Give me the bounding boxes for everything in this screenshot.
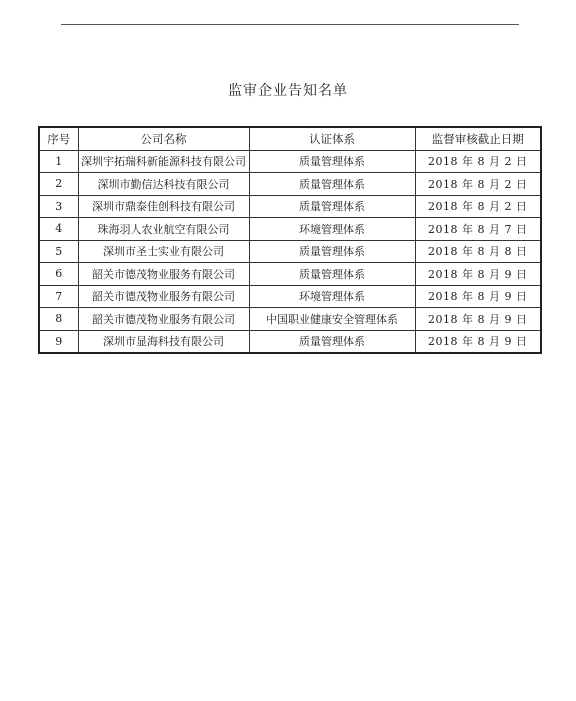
table-row xyxy=(39,263,541,286)
cell-audit-deadline: 2018 年 8 月 9 日 xyxy=(415,263,541,286)
table-row xyxy=(39,308,541,331)
cell-serial-number: 7 xyxy=(39,285,78,308)
cell-company-name: 深圳市鼎泰佳创科技有限公司 xyxy=(78,195,249,218)
cell-company-name: 珠海羽人农业航空有限公司 xyxy=(78,218,249,241)
cell-audit-deadline: 2018 年 8 月 2 日 xyxy=(415,195,541,218)
cell-audit-deadline: 2018 年 8 月 2 日 xyxy=(415,173,541,196)
cell-certification-system: 质量管理体系 xyxy=(249,330,415,353)
cell-serial-number: 2 xyxy=(39,173,78,196)
cell-audit-deadline: 2018 年 8 月 7 日 xyxy=(415,218,541,241)
cell-serial-number: 9 xyxy=(39,330,78,353)
table-row xyxy=(39,285,541,308)
table-row xyxy=(39,150,541,173)
cell-company-name: 深圳宇拓瑞科新能源科技有限公司 xyxy=(78,150,249,173)
cell-certification-system: 质量管理体系 xyxy=(249,195,415,218)
cell-certification-system: 质量管理体系 xyxy=(249,150,415,173)
cell-certification-system: 质量管理体系 xyxy=(249,240,415,263)
table-row xyxy=(39,218,541,241)
header-serial-number: 序号 xyxy=(39,127,78,150)
cell-audit-deadline: 2018 年 8 月 9 日 xyxy=(415,285,541,308)
cell-certification-system: 质量管理体系 xyxy=(249,263,415,286)
cell-audit-deadline: 2018 年 8 月 2 日 xyxy=(415,150,541,173)
company-notice-table xyxy=(38,126,542,354)
cell-serial-number: 8 xyxy=(39,308,78,331)
cell-serial-number: 1 xyxy=(39,150,78,173)
cell-serial-number: 3 xyxy=(39,195,78,218)
table-row xyxy=(39,240,541,263)
cell-audit-deadline: 2018 年 8 月 9 日 xyxy=(415,308,541,331)
document-title: 监审企业告知名单 xyxy=(228,83,348,99)
cell-certification-system: 环境管理体系 xyxy=(249,285,415,308)
cell-company-name: 深圳市勤信达科技有限公司 xyxy=(78,173,249,196)
table-header-row xyxy=(39,127,541,150)
header-rule xyxy=(61,24,519,25)
cell-company-name: 深圳市圣士实业有限公司 xyxy=(78,240,249,263)
header-company-name: 公司名称 xyxy=(78,127,249,150)
cell-company-name: 深圳市显海科技有限公司 xyxy=(78,330,249,353)
cell-serial-number: 4 xyxy=(39,218,78,241)
table-row xyxy=(39,330,541,353)
cell-audit-deadline: 2018 年 8 月 8 日 xyxy=(415,240,541,263)
cell-serial-number: 5 xyxy=(39,240,78,263)
cell-company-name: 韶关市德茂物业服务有限公司 xyxy=(78,285,249,308)
cell-serial-number: 6 xyxy=(39,263,78,286)
cell-audit-deadline: 2018 年 8 月 9 日 xyxy=(415,330,541,353)
header-audit-deadline: 监督审核截止日期 xyxy=(415,127,541,150)
table-row xyxy=(39,195,541,218)
header-certification-system: 认证体系 xyxy=(249,127,415,150)
cell-company-name: 韶关市德茂物业服务有限公司 xyxy=(78,308,249,331)
table-row xyxy=(39,173,541,196)
cell-certification-system: 质量管理体系 xyxy=(249,173,415,196)
cell-certification-system: 中国职业健康安全管理体系 xyxy=(249,308,415,331)
cell-company-name: 韶关市德茂物业服务有限公司 xyxy=(78,263,249,286)
cell-certification-system: 环境管理体系 xyxy=(249,218,415,241)
